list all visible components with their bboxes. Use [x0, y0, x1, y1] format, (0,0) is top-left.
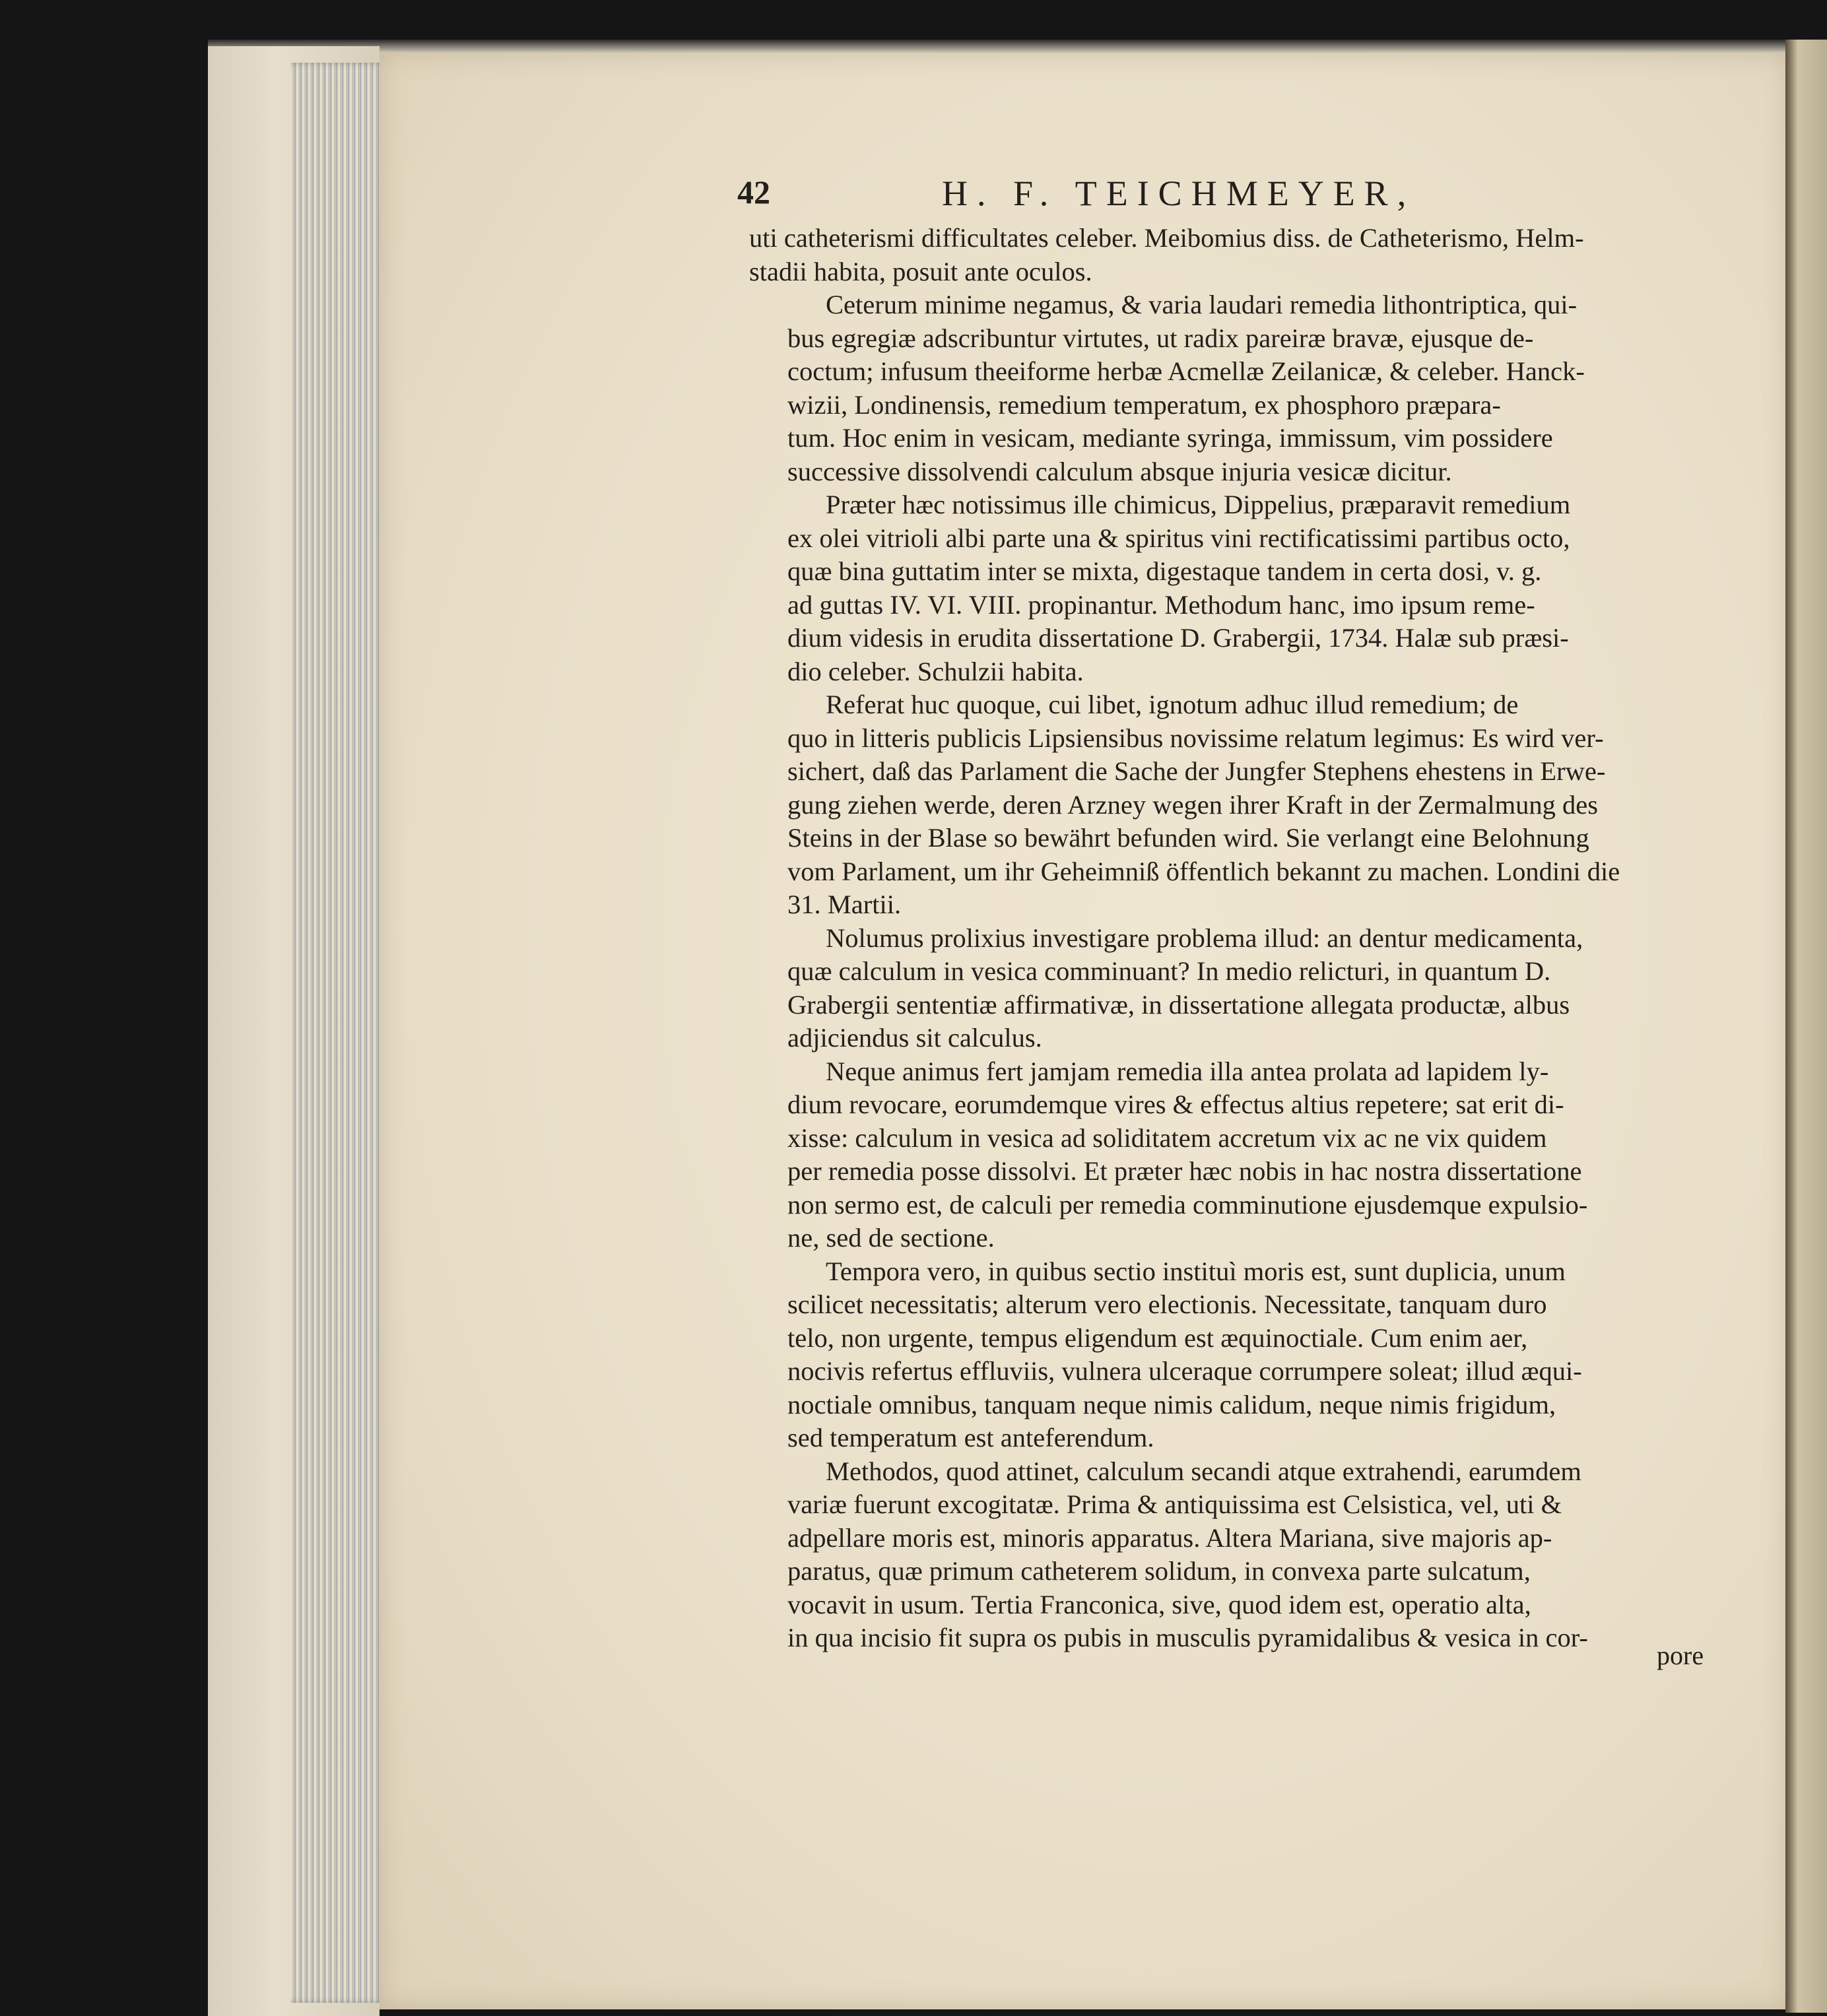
text-line: quo in litteris publicis Lipsiensibus novissime relatum legimus: Es wird ver- [787, 723, 1604, 753]
text-line: quæ bina guttatim inter se mixta, digestaque tandem in certa dosi, v. g. [787, 556, 1542, 586]
text-line: telo, non urgente, tempus eligendum est æquinoctiale. Cum enim aer, [787, 1322, 1528, 1353]
text-line: tum. Hoc enim in vesicam, mediante syringa, immissum, vim possidere [787, 423, 1553, 453]
text-line: wizii, Londinensis, remedium temperatum, ex phosphoro præpara- [787, 389, 1501, 420]
text-line: vocavit in usum. Tertia Franconica, sive, quod idem est, operatio alta, [787, 1589, 1531, 1619]
text-line: Ceterum minime negamus, & varia laudari remedia lithontriptica, qui- [826, 290, 1578, 319]
text-line: paratus, quæ primum catheterem solidum, in convexa parte sulcatum, [787, 1556, 1531, 1586]
text-line: bus egregiæ adscribuntur virtutes, ut radix pareiræ bravæ, ejusque de- [787, 323, 1534, 353]
text-line: ad guttas IV. VI. VIII. propinantur. Methodum hanc, imo ipsum reme- [787, 589, 1535, 620]
catchword: pore [1657, 1641, 1704, 1670]
text-line: Methodos, quod attinet, calculum secandi atque extrahendi, earumdem [826, 1456, 1581, 1486]
text-line: ne, sed de sectione. [787, 1223, 995, 1252]
paragraph [749, 488, 1710, 688]
text-line: noctiale omnibus, tanquam neque nimis calidum, neque nimis frigidum, [787, 1389, 1556, 1419]
text-line: stadii habita, posuit ante oculos. [749, 256, 1092, 286]
text-line: dium videsis in erudita dissertatione D. Grabergii, 1734. Halæ sub præsi- [787, 623, 1569, 653]
text-line: Tempora vero, in quibus sectio instituì moris est, sunt duplicia, unum [826, 1256, 1566, 1286]
page-header [737, 173, 1694, 219]
paragraph [749, 288, 1710, 488]
paragraph [749, 1255, 1710, 1455]
text-line: adjiciendus sit calculus. [787, 1023, 1042, 1053]
text-line: quæ calculum in vesica comminuant? In medio relicturi, in quantum D. [787, 956, 1551, 986]
text-line: uti catheterismi difficultates celeber. Meibomius diss. de Catheterismo, Helm- [749, 223, 1584, 253]
text-line: Grabergii sententiæ affirmativæ, in dissertatione allegata productæ, albus [787, 989, 1570, 1020]
text-line: Steins in der Blase so bewährt befunden wird. Sie verlangt eine Belohnung [787, 823, 1589, 853]
text-line: dium revocare, eorumdemque vires & effectus altius repetere; sat erit di- [787, 1089, 1564, 1119]
text-line: Nolumus prolixius investigare problema illud: an dentur medicamenta, [826, 923, 1583, 953]
paragraph [749, 1055, 1710, 1255]
text-line: successive dissolvendi calculum absque injuria vesicæ dicitur. [787, 456, 1452, 486]
text-line: nocivis refertus effluviis, vulnera ulceraque corrumpere soleat; illud æqui- [787, 1356, 1582, 1386]
text-line: non sermo est, de calculi per remedia comminutione ejusdemque expulsio- [787, 1189, 1588, 1219]
text-line: ex olei vitrioli albi parte una & spiritus vini rectificatissimi partibus octo, [787, 523, 1570, 553]
page-number: 42 [737, 174, 770, 211]
text-line: scilicet necessitatis; alterum vero electionis. Necessitate, tanquam duro [787, 1289, 1547, 1319]
text-line: per remedia posse dissolvi. Et præter hæc nobis in hac nostra dissertatione [787, 1156, 1582, 1186]
text-line: vom Parlament, um ihr Geheimniß öffentlich bekannt zu machen. Londini die [787, 856, 1620, 886]
text-line: Præter hæc notissimus ille chimicus, Dippelius, præparavit remedium [826, 490, 1571, 519]
text-line: coctum; infusum theeiforme herbæ Acmellæ Zeilanicæ, & celeber. Hanck- [787, 356, 1585, 386]
text-line: 31. Martii. [787, 890, 902, 919]
paragraph [749, 688, 1710, 922]
page-edges [290, 63, 386, 2003]
text-line: in qua incisio fit supra os pubis in musculis pyramidalibus & vesica in cor- [787, 1623, 1588, 1652]
facing-page-edge [1785, 40, 1827, 2013]
text-line: sichert, daß das Parlament die Sache der Jungfer Stephens ehestens in Erwe- [787, 756, 1606, 786]
text-line: gung ziehen werde, deren Arzney wegen ihrer Kraft in der Zermalmung des [787, 789, 1598, 820]
text-line: sed temperatum est anteferendum. [787, 1423, 1154, 1452]
text-line: Referat huc quoque, cui libet, ignotum adhuc illud remedium; de [826, 690, 1519, 719]
paragraph [749, 1455, 1710, 1655]
text-line: xisse: calculum in vesica ad soliditatem accretum vix ac ne vix quidem [787, 1122, 1547, 1153]
text-line: adpellare moris est, minoris apparatus. Altera Mariana, sive majoris ap- [787, 1522, 1552, 1553]
text-line: variæ fuerunt excogitatæ. Prima & antiquissima est Celsistica, vel, uti & [787, 1489, 1562, 1519]
paragraph [749, 922, 1710, 1055]
text-line: Neque animus fert jamjam remedia illa antea prolata ad lapidem ly- [826, 1056, 1549, 1086]
running-title: H. F. TEICHMEYER, [942, 174, 1416, 213]
body-text [749, 222, 1710, 1655]
text-line: dio celeber. Schulzii habita. [787, 656, 1084, 686]
paragraph [749, 222, 1710, 288]
